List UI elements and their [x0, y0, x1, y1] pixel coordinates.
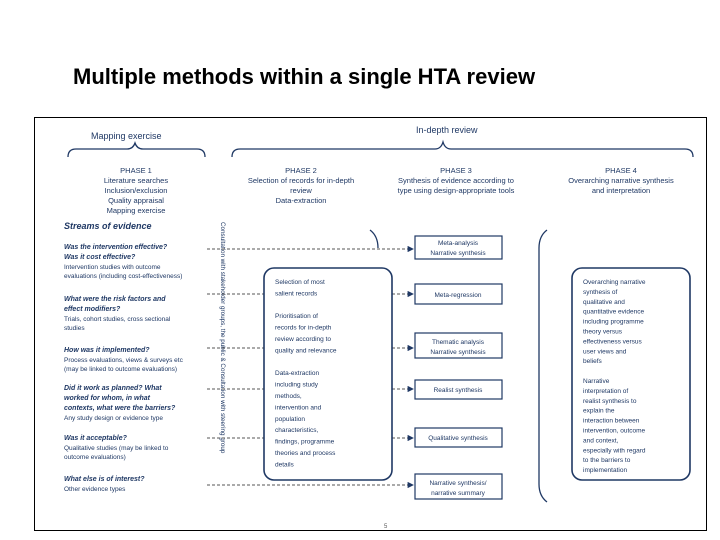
stream-description: evaluations (including cost-effectiveness) [64, 273, 183, 280]
stream-question: worked for whom, in what [64, 395, 150, 402]
box-text-line: theory versus [583, 328, 623, 336]
box-text-line: theories and process [275, 450, 336, 457]
method-line: narrative summary [431, 490, 485, 497]
stream-risk-factors [64, 296, 171, 332]
box-text-line: intervention, outcome [583, 427, 646, 435]
box-text-line: Prioritisation of [275, 313, 318, 321]
stream-description: Other evidence types [64, 486, 126, 493]
streams-heading: Streams of evidence [64, 221, 152, 231]
stream-question: Did it work as planned? What [64, 385, 162, 392]
stream-description: Qualitative studies (may be linked to [64, 445, 169, 452]
phase-1-line: Mapping exercise [106, 206, 166, 215]
stream-implementation [64, 347, 184, 373]
box-text-line: records for in-depth [275, 324, 332, 332]
stream-other-interest [64, 476, 145, 493]
box-text-line: especially with regard [583, 447, 646, 455]
box-text-line [583, 368, 585, 375]
mapping-brace [68, 143, 205, 157]
phase-2-line: review [290, 186, 312, 195]
phase-3-line: type using design-appropriate tools [397, 186, 515, 195]
method-line: Narrative synthesis/ [429, 480, 487, 487]
box-text-line: and context, [583, 437, 619, 445]
streams-list [64, 244, 184, 493]
box-text-line: interpretation of [583, 387, 629, 395]
method-realist-synthesis [415, 380, 502, 399]
box-text-line: realist synthesis to [583, 397, 637, 405]
phase-2-box [264, 268, 392, 480]
phase-1-line: Literature searches [103, 176, 169, 185]
method-boxes [415, 236, 502, 499]
box-text-line: synthesis of [583, 288, 618, 296]
stream-description: studies [64, 325, 85, 332]
method-line: Qualitative synthesis [428, 435, 488, 442]
stream-description: Any study design or evidence type [64, 415, 164, 422]
page-number: 5 [384, 524, 388, 530]
stream-question: What were the risk factors and [64, 296, 166, 303]
phase-3-name: PHASE 3 [440, 166, 472, 175]
method-narrative-synthesis [415, 474, 502, 499]
diagram-canvas [35, 118, 708, 532]
methods-flow-diagram [34, 117, 707, 531]
stream-description: Intervention studies with outcome [64, 264, 161, 271]
method-line: Meta-analysis [437, 240, 479, 247]
box-text-line: including study [275, 381, 318, 389]
method-line: Meta-regression [434, 292, 482, 299]
stream-question: How was it implemented? [64, 347, 150, 354]
box-text-line: methods, [275, 393, 302, 400]
phase-2-line: Selection of records for in-depth [247, 176, 355, 185]
stream-description: outcome evaluations) [64, 454, 126, 461]
stream-description: Trials, cohort studies, cross sectional [64, 316, 171, 323]
box-text-line: population [275, 415, 305, 423]
box-text-line: Selection of most [275, 279, 325, 286]
in-depth-brace [232, 142, 693, 157]
box-text-line: including programme [583, 318, 644, 326]
stream-description: Process evaluations, views & surveys etc [64, 357, 183, 364]
stream-question: Was the intervention effective? [64, 244, 168, 251]
box-text-line: interaction between [583, 417, 640, 425]
box-text-line: characteristics, [275, 427, 319, 435]
method-line: Narrative synthesis [430, 349, 486, 356]
box-text-line: intervention and [275, 404, 322, 412]
box-text-line [275, 302, 277, 309]
phase-1-heading [104, 166, 168, 215]
phase-1-line: Quality appraisal [108, 196, 164, 205]
method-line: Realist synthesis [433, 387, 483, 394]
in-depth-review-label: In-depth review [416, 125, 478, 135]
method-meta-analysis [415, 236, 502, 259]
stream-question: Was it acceptable? [64, 435, 127, 442]
stream-context [64, 385, 176, 422]
stream-question: What else is of interest? [64, 476, 145, 483]
phase-1-line: Inclusion/exclusion [104, 186, 168, 195]
stream-effectiveness [64, 244, 182, 280]
box-text-line: Data-extraction [275, 370, 320, 378]
box-text-line [275, 359, 277, 366]
phase-2-heading [248, 166, 354, 205]
stream-acceptability [64, 435, 169, 461]
box-text-line: review according to [275, 336, 331, 343]
phase-2-line: Data-extraction [275, 196, 327, 205]
phase-headings [104, 166, 674, 215]
phase-4-line: and interpretation [591, 186, 651, 195]
phase-3-left-bracket-top [370, 230, 378, 248]
phase-3-right-bracket [539, 230, 547, 502]
method-line: Narrative synthesis [430, 250, 486, 257]
method-meta-regression [415, 284, 502, 304]
box-text-line: quantitative evidence [583, 308, 645, 316]
slide-title: Multiple methods within a single HTA review [73, 64, 536, 89]
box-text-line: qualitative and [583, 298, 625, 306]
stream-question: effect modifiers? [64, 306, 121, 313]
box-text-line: explain the [583, 407, 615, 415]
mapping-exercise-label: Mapping exercise [91, 131, 162, 141]
method-qualitative-synthesis [415, 428, 502, 447]
phase-3-line: Synthesis of evidence according to [398, 176, 514, 185]
phase-2-name: PHASE 2 [285, 166, 317, 175]
consultation-vertical-label: Consultation with stakeholder groups, the public & Consultation with steering group [219, 222, 226, 454]
phase-3-heading [398, 166, 515, 195]
box-text-line: effectiveness versus [583, 338, 642, 346]
box-text-line: user views and [583, 348, 627, 356]
stream-question: Was it cost effective? [64, 254, 136, 261]
box-text-line: to the barriers to [583, 457, 631, 465]
box-text-line: beliefs [583, 358, 602, 366]
phase-1-name: PHASE 1 [120, 166, 152, 175]
stream-question: contexts, what were the barriers? [64, 405, 176, 412]
phase-4-name: PHASE 4 [605, 166, 637, 175]
box-text-line: Overarching narrative [583, 279, 646, 286]
box-text-line: details [275, 461, 294, 469]
phase-4-heading [568, 166, 674, 195]
box-text-line: salient records [275, 290, 318, 298]
phase-4-box [572, 268, 690, 480]
method-line: Thematic analysis [431, 339, 485, 346]
box-text-line: implementation [583, 467, 628, 475]
box-text-line: findings, programme [275, 438, 335, 446]
method-thematic-analysis [415, 333, 502, 358]
box-text-line: Narrative [583, 378, 610, 385]
box-text-line: quality and relevance [275, 347, 337, 355]
phase-4-line: Overarching narrative synthesis [568, 176, 674, 185]
stream-description: (may be linked to outcome evaluations) [64, 366, 178, 373]
